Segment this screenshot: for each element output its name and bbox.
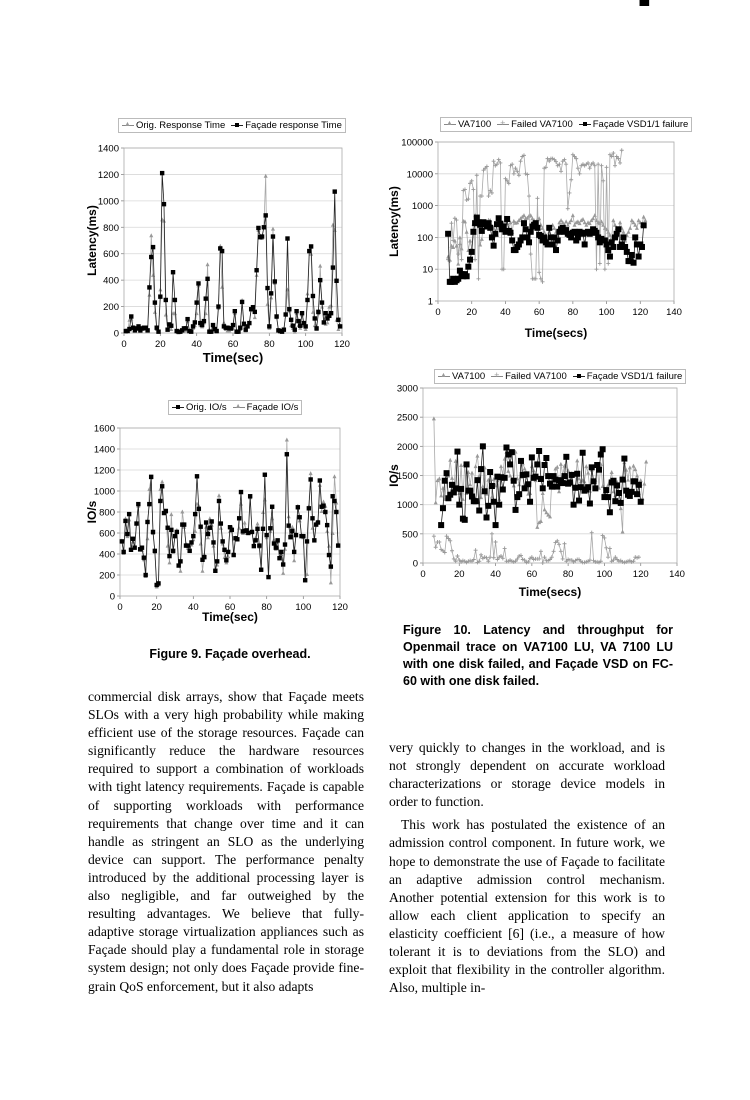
data-point: [607, 509, 613, 515]
y-tick-label: 600: [103, 249, 119, 261]
x-axis-label: Time(secs): [524, 326, 588, 340]
y-tick-label: 100: [417, 232, 433, 244]
y-tick-label: 3000: [396, 383, 418, 395]
y-tick-label: 10000: [406, 169, 433, 181]
data-point: [464, 461, 470, 467]
data-point: [634, 491, 640, 497]
data-point: [604, 546, 608, 550]
data-point: [631, 464, 635, 468]
data-point: [517, 482, 521, 486]
x-tick-label: 100: [598, 307, 615, 318]
x-axis-label: Time(secs): [518, 585, 582, 599]
data-point: [563, 454, 569, 460]
data-point: [562, 473, 568, 479]
data-point: [458, 486, 464, 492]
y-tick-label: 800: [99, 507, 115, 519]
data-point: [575, 458, 579, 462]
y-tick-label: 0: [109, 591, 115, 603]
data-point: [485, 503, 491, 509]
data-point: [434, 545, 438, 549]
data-point: [462, 517, 468, 523]
x-tick-label: 80: [264, 339, 275, 350]
x-tick-label: 120: [334, 339, 350, 350]
data-point: [612, 498, 618, 504]
x-tick-label: 60: [533, 307, 545, 318]
legend-item: ▲ Façade IO/s: [233, 401, 299, 414]
data-point: [567, 480, 573, 486]
data-point: [616, 490, 622, 496]
data-point: [639, 478, 643, 482]
x-tick-label: 40: [191, 339, 202, 350]
data-point: [503, 546, 507, 550]
data-point: [535, 525, 539, 529]
data-point: [543, 455, 549, 461]
y-tick-label: 2000: [396, 441, 418, 453]
data-point: [574, 471, 580, 477]
data-point: [502, 475, 508, 481]
data-point: [479, 553, 483, 557]
y-tick-label: 200: [103, 302, 119, 314]
legend-item: ▲ VA7100: [444, 118, 491, 131]
y-tick-label: 1000: [93, 486, 115, 498]
data-point: [559, 549, 563, 553]
y-tick-label: 1200: [93, 465, 115, 477]
x-tick-label: 20: [466, 307, 478, 318]
x-tick-label: 0: [121, 339, 127, 350]
legend-item: Orig. IO/s: [172, 401, 227, 414]
data-point: [605, 494, 611, 500]
x-tick-label: 120: [332, 602, 348, 613]
data-point: [629, 489, 635, 495]
data-point: [506, 469, 510, 473]
x-tick-label: 0: [420, 569, 426, 580]
data-point: [643, 0, 649, 6]
y-axis-label: IO/s: [387, 464, 401, 487]
paragraph: very quickly to changes in the workload, and is not strongly dependent on accurate workload characterizations or storage device models in order to function.: [389, 740, 665, 810]
x-tick-label: 120: [632, 307, 649, 318]
data-point: [587, 501, 593, 507]
data-point: [490, 532, 494, 536]
y-tick-label: 0: [113, 328, 119, 340]
data-point: [487, 469, 493, 475]
data-point: [610, 470, 614, 474]
data-point: [539, 549, 543, 553]
y-tick-label: 1000: [396, 500, 418, 512]
y-tick-label: 500: [402, 529, 418, 541]
data-point: [494, 540, 498, 544]
y-tick-label: 400: [99, 549, 115, 561]
data-point: [480, 443, 486, 449]
y-tick-label: 1: [427, 296, 433, 308]
data-point: [541, 491, 545, 495]
x-tick-label: 0: [435, 307, 441, 318]
data-point: [476, 508, 482, 514]
data-point: [555, 465, 559, 469]
data-point: [638, 499, 644, 505]
data-point: [523, 467, 527, 471]
x-tick-label: 140: [666, 307, 682, 318]
data-point: [532, 468, 536, 472]
data-point: [559, 462, 563, 466]
data-point: [620, 477, 626, 483]
x-tick-label: 100: [295, 602, 312, 613]
y-axis-label: IO/s: [85, 500, 99, 524]
x-tick-label: 40: [500, 307, 511, 318]
data-point: [511, 478, 517, 484]
x-tick-label: 40: [188, 602, 199, 613]
data-point: [621, 530, 625, 534]
data-point: [606, 555, 610, 559]
data-point: [474, 548, 478, 552]
data-point: [513, 507, 519, 513]
x-tick-label: 80: [562, 569, 574, 580]
data-point: [561, 557, 565, 561]
data-point: [626, 478, 630, 482]
y-tick-label: 1200: [97, 169, 119, 181]
data-point: [523, 471, 529, 477]
data-point: [488, 555, 492, 559]
series-fa-ade-vsd1-1-failure: [438, 0, 649, 528]
x-tick-label: 100: [596, 569, 613, 580]
data-point: [439, 493, 443, 497]
data-point: [572, 485, 578, 491]
data-point: [642, 482, 646, 486]
data-point: [541, 561, 545, 565]
x-tick-label: 140: [669, 569, 685, 580]
data-point: [455, 554, 459, 558]
y-tick-label: 200: [99, 570, 115, 582]
data-point: [516, 491, 522, 497]
data-point: [576, 498, 582, 504]
data-point: [569, 472, 575, 478]
data-point: [499, 464, 503, 468]
data-point: [619, 506, 623, 510]
data-point: [538, 476, 544, 482]
data-point: [503, 445, 509, 451]
y-tick-label: 0: [412, 558, 418, 570]
data-point: [484, 515, 490, 521]
y-axis-label: Latency(ms): [387, 186, 401, 257]
data-point: [442, 478, 448, 484]
data-point: [636, 482, 642, 488]
data-point: [482, 488, 488, 494]
y-tick-label: 1000: [411, 201, 433, 213]
y-tick-label: 600: [99, 528, 115, 540]
data-point: [493, 522, 499, 528]
data-point: [525, 481, 531, 487]
data-point: [432, 534, 436, 538]
data-point: [453, 485, 459, 491]
x-tick-label: 0: [117, 602, 123, 613]
data-point: [540, 485, 546, 491]
data-point: [585, 484, 591, 490]
data-point: [621, 456, 627, 462]
legend-item: ▲ VA7100: [438, 370, 485, 383]
y-tick-label: 1400: [97, 143, 119, 155]
series-line: [434, 418, 646, 531]
data-point: [554, 484, 560, 490]
data-point: [596, 467, 602, 473]
legend-item: + Failed VA7100: [491, 370, 567, 383]
data-point: [532, 474, 538, 480]
data-point: [557, 542, 561, 546]
data-point: [618, 500, 624, 506]
data-point: [543, 507, 547, 511]
data-point: [628, 465, 632, 469]
x-tick-label: 40: [490, 569, 501, 580]
legend-item: Façade VSD1/1 failure: [573, 370, 683, 383]
data-point: [598, 452, 604, 458]
x-tick-label: 60: [224, 602, 236, 613]
x-tick-label: 80: [261, 602, 272, 613]
data-point: [608, 546, 612, 550]
data-point: [586, 471, 590, 475]
x-tick-label: 80: [567, 307, 579, 318]
x-tick-label: 20: [155, 339, 166, 350]
y-tick-label: 400: [103, 275, 119, 287]
figure-10-caption: Figure 10. Latency and throughput for Openmail trace on VA7100 LU, VA 7100 LU with one disk failed, and Façade VSD on FC-60 with one disk failed.: [403, 623, 673, 688]
data-point: [450, 549, 454, 553]
y-tick-label: 10: [422, 264, 433, 276]
figure-9-caption: Figure 9. Façade overhead.: [149, 647, 311, 661]
legend-item: Façade VSD1/1 failure: [579, 118, 689, 131]
data-point: [492, 556, 496, 560]
data-point: [603, 487, 609, 493]
y-tick-label: 100000: [401, 137, 433, 149]
x-tick-label: 60: [526, 569, 538, 580]
data-point: [543, 555, 547, 559]
data-point: [633, 467, 637, 471]
data-point: [560, 480, 566, 486]
data-point: [456, 502, 462, 508]
x-tick-label: 60: [227, 339, 239, 350]
data-point: [440, 505, 446, 511]
data-point: [536, 448, 542, 454]
data-point: [614, 482, 620, 488]
y-tick-label: 1400: [93, 444, 115, 456]
data-point: [473, 498, 479, 504]
data-point: [507, 461, 513, 467]
y-tick-label: 800: [103, 222, 119, 234]
data-point: [557, 489, 561, 493]
data-point: [529, 454, 535, 460]
data-point: [509, 449, 515, 455]
y-tick-label: 1000: [97, 196, 119, 208]
data-point: [434, 500, 438, 504]
data-point: [500, 487, 506, 493]
data-point: [591, 478, 597, 484]
legend-item: Façade response Time: [231, 119, 342, 132]
data-point: [592, 485, 598, 491]
data-point: [552, 549, 556, 553]
data-point: [496, 502, 502, 508]
data-point: [584, 464, 588, 468]
data-point: [444, 470, 450, 476]
data-point: [644, 460, 648, 464]
legend-item: ▲ Orig. Response Time: [122, 119, 225, 132]
data-point: [437, 476, 441, 480]
body-text-right-column: [389, 739, 665, 997]
y-tick-label: 1600: [93, 423, 115, 435]
data-point: [549, 484, 555, 490]
data-point: [527, 499, 533, 505]
x-axis-label: Time(sec): [202, 350, 264, 365]
data-point: [478, 466, 484, 472]
data-point: [491, 499, 497, 505]
data-point: [438, 522, 444, 528]
x-tick-label: 120: [632, 569, 649, 580]
data-point: [475, 454, 479, 458]
data-point: [600, 446, 606, 452]
paragraph: commercial disk arrays, show that Façade meets SLOs with a very high probability while making efficient use of the storage resources. Façade can significantly reduce the hardware resources required to support a combination of workloads with tight latency requirements. Façade is capable of supporting workloads with performance requirements that change over time and it can handle as stringent an SLO as the underlying device can support. The performance penalty introduced by the additional processing layer is also negligible, and far outweighed by the resulting advantages. We believe that fully-adaptive storage virtualization appliances such as Façade should play a fundamental role in storage system design; not only does Façade provide fine-grain QoS enforcement, but it also adapts: [88, 689, 364, 994]
data-point: [489, 483, 495, 489]
data-point: [563, 542, 567, 546]
data-point: [450, 476, 454, 480]
y-tick-label: 2500: [396, 412, 418, 424]
data-point: [571, 502, 577, 508]
x-tick-label: 20: [151, 602, 162, 613]
paragraph: This work has postulated the existence of an admission control component. In future work, we hope to demonstrate the use of Façade to facilitate an adaptive admission control mechanism. Another potential extension for this work is to allow each client application to specify an elasticity coefficient [6] (i.e., a measure of how tolerant it is to deviations from the SLO) and exploit that flexibility in the controller algorithm. Also, multiple in-: [389, 817, 665, 996]
data-point: [542, 462, 548, 468]
data-point: [474, 464, 478, 468]
series-failed-va7100: [432, 531, 641, 565]
x-tick-label: 100: [297, 339, 314, 350]
data-point: [454, 449, 460, 455]
data-point: [470, 471, 474, 475]
x-tick-label: 20: [453, 569, 465, 580]
data-point: [467, 488, 473, 494]
y-axis-label: Latency(ms): [85, 205, 99, 276]
legend-item: + Failed VA7100: [497, 118, 573, 131]
data-point: [474, 477, 480, 483]
data-point: [580, 450, 586, 456]
y-tick-label: 1500: [396, 471, 418, 482]
data-point: [534, 461, 540, 467]
x-axis-label: Time(sec): [202, 610, 258, 624]
data-point: [545, 473, 551, 479]
data-point: [448, 458, 452, 462]
data-point: [468, 482, 472, 486]
data-point: [459, 463, 463, 467]
data-point: [589, 464, 595, 470]
data-point: [518, 458, 524, 464]
body-text-left-column: [88, 688, 364, 996]
